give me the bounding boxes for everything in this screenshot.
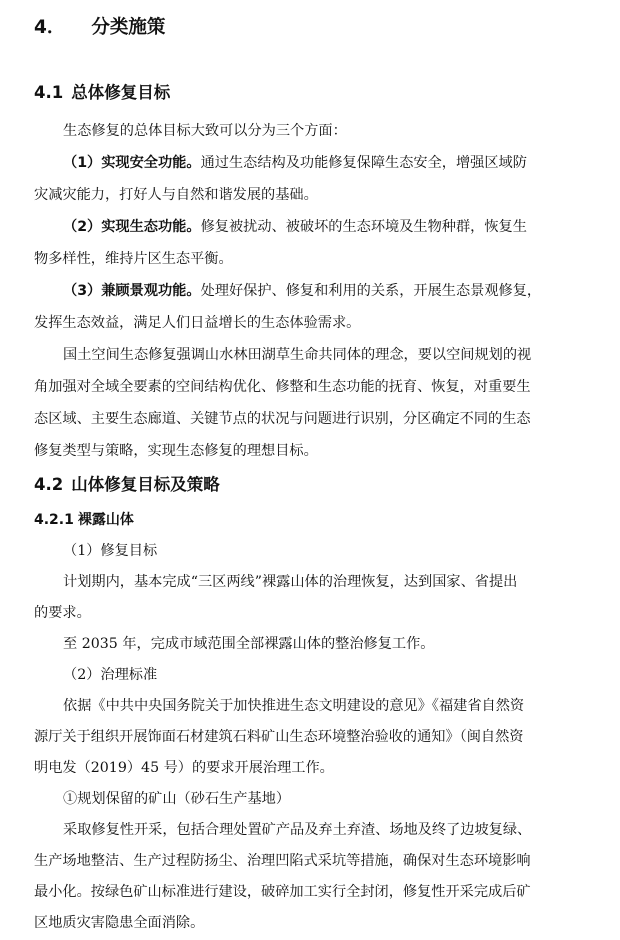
paragraph-line: （2）治理标准 xyxy=(63,667,158,683)
paragraph-line: 计划期内，基本完成“三区两线”裸露山体的治理恢复，达到国家、省提出 xyxy=(63,574,518,590)
paragraph-line: 修复类型与策略，实现生态修复的理想目标。 xyxy=(34,443,318,459)
paragraph-line: ①规划保留的矿山（砂石生产基地） xyxy=(63,791,291,807)
paragraph-line: 国土空间生态修复强调山水林田湖草生命共同体的理念，要以空间规划的视 xyxy=(63,347,532,363)
heading-section-4-2 xyxy=(34,474,220,496)
paragraph-line xyxy=(63,153,527,173)
heading-number: 4.2.1 xyxy=(34,512,74,528)
paragraph-line: 的要求。 xyxy=(34,605,91,621)
list-item-label: （1）实现安全功能。 xyxy=(63,155,201,171)
heading-title: 分类施策 xyxy=(91,17,166,38)
list-item-text: 处理好保护、修复和利用的关系，开展生态景观修复， xyxy=(200,283,542,299)
paragraph-line: 生态修复的总体目标大致可以分为三个方面： xyxy=(63,123,347,139)
heading-section-4-1 xyxy=(34,82,170,104)
paragraph-line: 物多样性，维持片区生态平衡。 xyxy=(34,251,233,267)
heading-number: 4.1 xyxy=(34,83,64,102)
paragraph-line: 灾减灾能力，打好人与自然和谐发展的基础。 xyxy=(34,187,318,203)
paragraph-line: （1）修复目标 xyxy=(63,543,158,559)
paragraph-line: 明电发（2019）45 号）的要求开展治理工作。 xyxy=(34,760,334,776)
paragraph-line: 发挥生态效益，满足人们日益增长的生态体验需求。 xyxy=(34,315,361,331)
list-item-text: 通过生态结构及功能修复保障生态安全，增强区域防 xyxy=(200,155,527,171)
paragraph-line: 最小化。按绿色矿山标准进行建设，破碎加工实行全封闭，修复性开采完成后矿 xyxy=(34,884,531,900)
paragraph-line: 生产场地整洁、生产过程防扬尘、治理凹陷式采坑等措施，确保对生态环境影响 xyxy=(34,853,531,869)
paragraph-line: 态区域、主要生态廊道、关键节点的状况与问题进行识别，分区确定不同的生态 xyxy=(34,411,531,427)
heading-number: 4． xyxy=(34,17,66,38)
list-item-label: （3）兼顾景观功能。 xyxy=(63,283,201,299)
paragraph-line: 源厅关于组织开展饰面石材建筑石料矿山生态环境整治验收的通知》（闽自然资 xyxy=(34,729,524,745)
paragraph-line: 依据《中共中央国务院关于加快推进生态文明建设的意见》《福建省自然资 xyxy=(63,698,525,714)
heading-section-4 xyxy=(34,16,165,40)
heading-number: 4.2 xyxy=(34,475,64,494)
list-item-text: 修复被扰动、被破坏的生态环境及生物种群，恢复生 xyxy=(200,219,527,235)
paragraph-line xyxy=(63,217,527,237)
heading-section-4-2-1 xyxy=(34,510,134,530)
paragraph-line: 角加强对全域全要素的空间结构优化、修整和生态功能的抚育、恢复，对重要生 xyxy=(34,379,531,395)
paragraph-line: 采取修复性开采，包括合理处置矿产品及弃土弃渣、场地及终了边坡复绿、 xyxy=(63,822,532,838)
heading-title: 裸露山体 xyxy=(77,512,134,528)
heading-title: 总体修复目标 xyxy=(71,83,171,102)
heading-title: 山体修复目标及策略 xyxy=(71,475,220,494)
paragraph-line: 至 2035 年，完成市域范围全部裸露山体的整治修复工作。 xyxy=(63,636,435,652)
list-item-label: （2）实现生态功能。 xyxy=(63,219,201,235)
paragraph-line: 区地质灾害隐患全面消除。 xyxy=(34,915,205,931)
paragraph-line xyxy=(63,281,541,301)
